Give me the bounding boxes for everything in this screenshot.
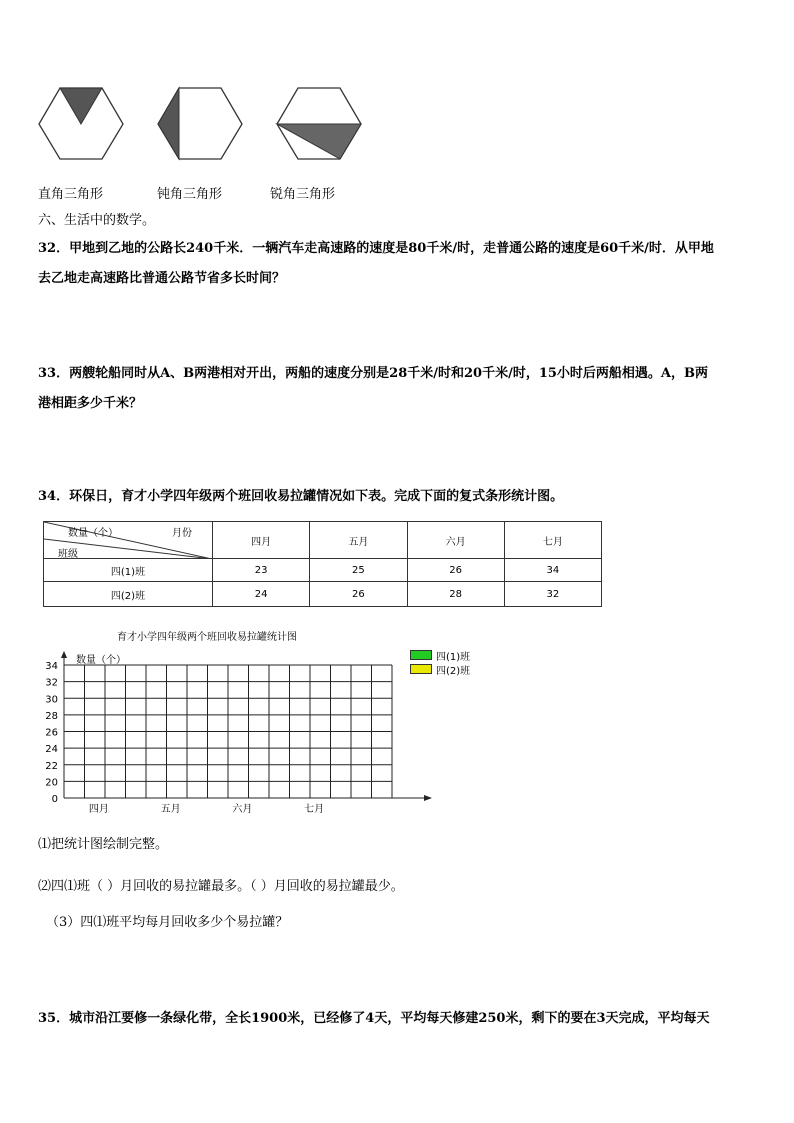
- table-cell: 23: [213, 559, 310, 582]
- table-header-month: 七月: [504, 522, 601, 559]
- hexagon-right-triangle: [39, 88, 123, 159]
- legend-label-class2: 四(2)班: [436, 666, 471, 677]
- table-cell: 34: [504, 559, 601, 582]
- x-tick-label: 四月: [88, 804, 109, 815]
- question-34-intro: 34．环保日，育才小学四年级两个班回收易拉罐情况如下表。完成下面的复式条形统计图。: [38, 489, 564, 504]
- label-right-triangle: 直角三角形: [38, 187, 104, 202]
- table-row: [44, 582, 602, 607]
- table-header-month: 六月: [407, 522, 504, 559]
- table-header-month: 四月: [213, 522, 310, 559]
- question-35-line1: 35．城市沿江要修一条绿化带，全长1900米，已经修了4天，平均每天修建250米，剩下的要在3天完成，平均每天: [38, 1011, 710, 1026]
- row-label: 四(1)班: [44, 559, 213, 582]
- question-34-sub1: ⑴把统计图绘制完整。: [38, 837, 169, 852]
- y-tick-label: 0: [51, 794, 58, 805]
- label-acute-triangle: 锐角三角形: [270, 187, 336, 202]
- table-cell: 28: [407, 582, 504, 607]
- table-cell: 32: [504, 582, 601, 607]
- corner-class: 班级: [58, 549, 78, 560]
- table-cell: 26: [310, 582, 407, 607]
- y-tick-label: 34: [45, 661, 58, 672]
- y-tick-label: 28: [45, 710, 58, 722]
- table-corner-cell: [44, 522, 213, 559]
- x-tick-label: 五月: [160, 804, 181, 815]
- chart-title: 育才小学四年级两个班回收易拉罐统计图: [117, 632, 297, 643]
- table-header-month: 五月: [310, 522, 407, 559]
- question-32-line2: 去乙地走高速路比普通公路节省多长时间？: [38, 271, 286, 286]
- question-34-sub2: ⑵四⑴班（ ）月回收的易拉罐最多。（ ）月回收的易拉罐最少。: [38, 879, 404, 894]
- chart-y-label: 数量（个）: [76, 655, 126, 666]
- y-tick-label: 30: [45, 694, 58, 706]
- corner-quantity: 数量（个）: [68, 528, 118, 539]
- label-obtuse-triangle: 钝角三角形: [157, 187, 223, 202]
- table-cell: 26: [407, 559, 504, 582]
- table-cell: 24: [213, 582, 310, 607]
- hexagon-figures: [36, 84, 366, 164]
- table-row: [44, 559, 602, 582]
- y-tick-label: 22: [45, 760, 58, 772]
- question-34-sub3: （3）四⑴班平均每月回收多少个易拉罐？: [46, 915, 289, 930]
- x-tick-label: 七月: [304, 804, 325, 815]
- row-label: 四(2)班: [44, 582, 213, 607]
- y-tick-label: 24: [45, 744, 58, 756]
- corner-month: 月份: [172, 528, 192, 539]
- table-cell: 25: [310, 559, 407, 582]
- legend-label-class1: 四(1)班: [436, 652, 471, 663]
- hexagon-obtuse-triangle: [158, 88, 242, 159]
- y-tick-label: 32: [45, 677, 58, 689]
- y-tick-label: 26: [45, 727, 58, 739]
- question-33-line1: 33．两艘轮船同时从A、B两港相对开出，两船的速度分别是28千米/时和20千米/时，15小时后两船相遇。A，B两: [38, 366, 709, 381]
- y-axis-arrow: [61, 651, 67, 658]
- x-axis-arrow: [424, 795, 432, 801]
- data-table: [43, 521, 602, 607]
- section-heading: 六、生活中的数学。: [38, 213, 156, 228]
- question-33-line2: 港相距多少千米？: [38, 396, 143, 411]
- question-32-line1: 32．甲地到乙地的公路长240千米．一辆汽车走高速路的速度是80千米/时，走普通公路的速度是60千米/时．从甲地: [38, 241, 714, 256]
- bar-chart-grid: [30, 650, 440, 820]
- y-tick-label: 20: [45, 777, 58, 789]
- x-tick-label: 六月: [232, 804, 253, 815]
- hexagon-acute-triangle: [277, 88, 361, 159]
